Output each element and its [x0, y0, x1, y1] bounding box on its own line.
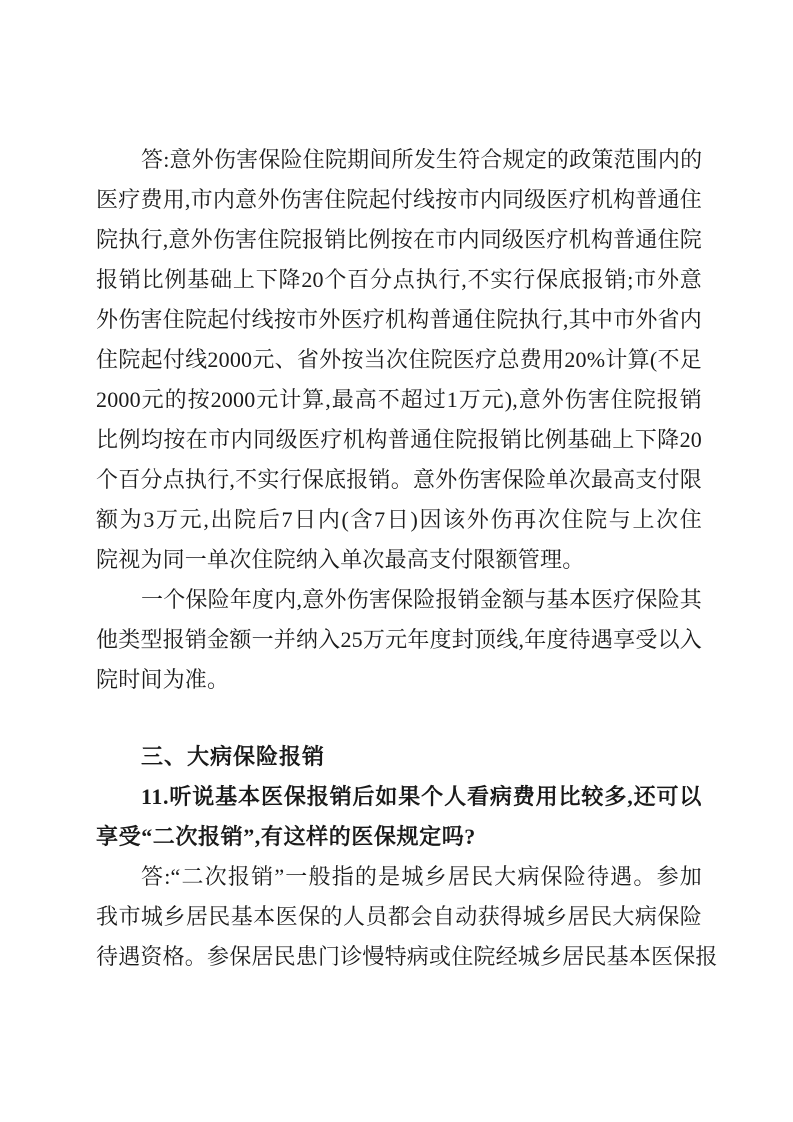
- section-heading-major-illness: 三、大病保险报销: [141, 744, 326, 769]
- text-line: 额为3万元,出院后7日内(含7日)因该外伤再次住院与上次住: [96, 507, 702, 532]
- text-line: 医疗费用,市内意外伤害住院起付线按市内同级医疗机构普通住: [96, 187, 702, 212]
- text-line: 院执行,意外伤害住院报销比例按在市内同级医疗机构普通住院: [96, 227, 702, 252]
- text-line: 答:“二次报销”一般指的是城乡居民大病保险待遇。参加: [141, 864, 702, 889]
- text-line: 享受“二次报销”,有这样的医保规定吗?: [96, 824, 476, 849]
- text-line: 住院起付线2000元、省外按当次住院医疗总费用20%计算(不足: [96, 347, 702, 372]
- text-line: 一个保险年度内,意外伤害保险报销金额与基本医疗保险其: [141, 587, 702, 612]
- text-line: 11.听说基本医保报销后如果个人看病费用比较多,还可以: [141, 784, 702, 809]
- question-11: [96, 777, 702, 857]
- paragraph-annual-cap: [96, 580, 702, 700]
- text-line: 待遇资格。参保居民患门诊慢特病或住院经城乡居民基本医保报: [96, 944, 718, 969]
- text-line: 他类型报销金额一并纳入25万元年度封顶线,年度待遇享受以入: [96, 627, 702, 652]
- text-line: 我市城乡居民基本医保的人员都会自动获得城乡居民大病保险: [96, 904, 702, 929]
- text-line: 院时间为准。: [96, 667, 230, 692]
- text-line: 外伤害住院起付线按市外医疗机构普通住院执行,其中市外省内: [96, 307, 702, 332]
- text-line: 院视为同一单次住院纳入单次最高支付限额管理。: [96, 547, 585, 572]
- paragraph-accident-insurance-answer: [96, 140, 702, 580]
- text-line: 报销比例基础上下降20个百分点执行,不实行保底报销;市外意: [96, 267, 702, 292]
- text-line: 答:意外伤害保险住院期间所发生符合规定的政策范围内的: [141, 147, 703, 172]
- answer-11: [96, 857, 718, 977]
- text-line: 2000元的按2000元计算,最高不超过1万元),意外伤害住院报销: [96, 387, 702, 412]
- page-content: [96, 140, 718, 977]
- text-line: 比例均按在市内同级医疗机构普通住院报销比例基础上下降20: [96, 427, 702, 452]
- text-line: 个百分点执行,不实行保底报销。意外伤害保险单次最高支付限: [96, 467, 702, 492]
